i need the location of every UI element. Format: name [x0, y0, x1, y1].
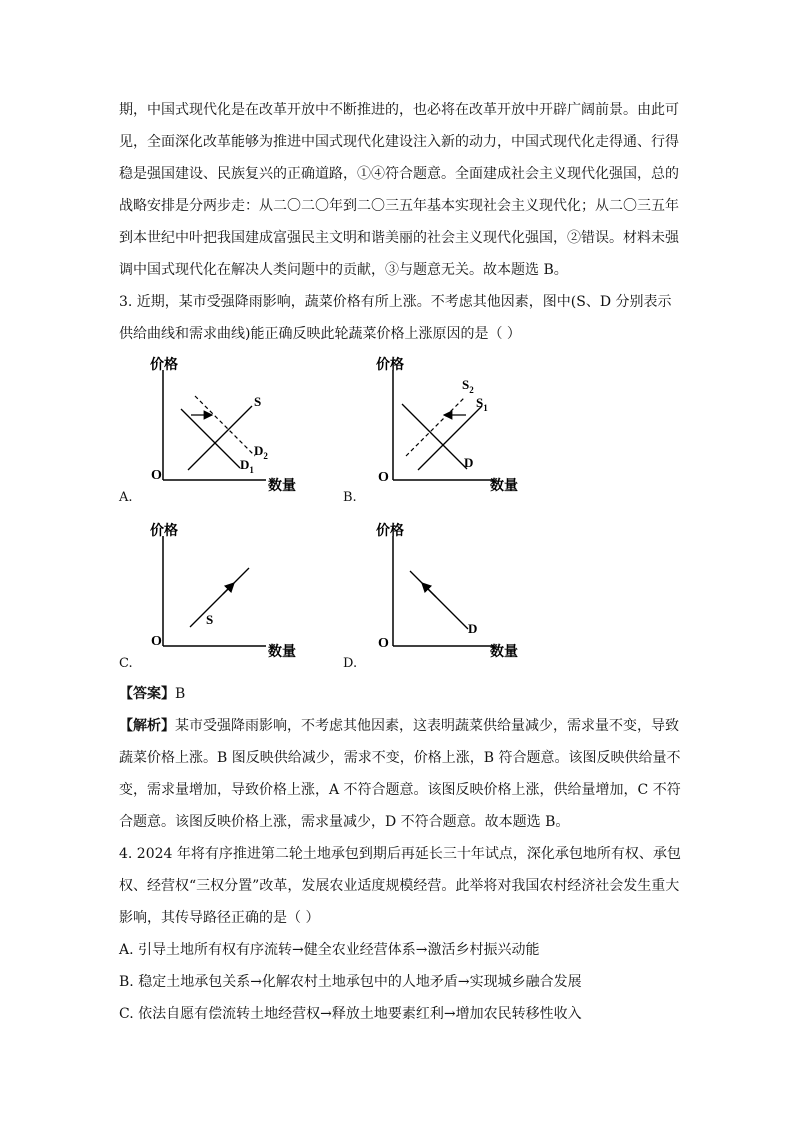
- question-3-stem: [119, 286, 679, 350]
- x-axis-label: 数量: [268, 645, 296, 660]
- analysis-label: 【解析】: [119, 718, 175, 734]
- y-axis-label: 价格: [376, 524, 404, 539]
- d2-label-base: D: [254, 443, 264, 458]
- demand-curve-d1: [181, 409, 240, 468]
- analysis-block-q3: [119, 710, 679, 838]
- text-line: 战略安排是分两步走：从二〇二〇年到二〇三五年基本实现社会主义现代化；从二〇三五年: [119, 198, 679, 214]
- option-d-letter: D.: [343, 656, 358, 671]
- answer-label: 【答案】: [119, 686, 175, 702]
- supply-curve-s: [190, 568, 249, 627]
- answer-block: [119, 678, 679, 710]
- analysis-paragraph-q2: [119, 94, 679, 286]
- direction-arrow: [223, 583, 234, 594]
- d2-label: [254, 443, 268, 461]
- option-c: C. 依法自愿有偿流转土地经营权→释放土地要素红利→增加农民转移性收入: [119, 1006, 582, 1022]
- s-label: S: [206, 612, 214, 627]
- origin-label: O: [378, 470, 389, 485]
- demand-curve-d: [410, 571, 468, 629]
- x-axis-label: 数量: [490, 479, 518, 494]
- analysis-text: 某市受强降雨影响，不考虑其他因素，这表明蔬菜供给量减少，需求量不变，导致: [175, 718, 679, 734]
- option-a: A. 引导土地所有权有序流转→健全农业经营体系→激活乡村振兴动能: [119, 942, 540, 958]
- origin-label: O: [378, 636, 389, 651]
- s2-label-sub: 2: [469, 385, 474, 395]
- chart-option-c: [148, 521, 338, 671]
- x-axis-label: 数量: [268, 479, 296, 494]
- d1-label-sub: 1: [249, 465, 254, 475]
- demand-curve-d2: [195, 396, 255, 456]
- text-line: 见，全面深化改革能够为推进中国式现代化建设注入新的动力，中国式现代化走得通、行得: [119, 134, 679, 150]
- chart-b-svg: [376, 355, 566, 505]
- answer-value: B: [175, 686, 186, 702]
- s-label: S: [254, 394, 262, 409]
- text-line: 蔬菜价格上涨。B 图反映供给减少，需求不变，价格上涨，B 符合题意。该图反映供给量不: [119, 750, 681, 766]
- y-axis-label: 价格: [150, 358, 178, 373]
- origin-label: O: [151, 634, 162, 649]
- chart-d-svg: [376, 521, 566, 671]
- s2-label: [462, 377, 474, 395]
- chart-option-a: [148, 355, 338, 505]
- supply-curve-s2: [406, 397, 465, 456]
- origin-label: O: [151, 468, 162, 483]
- text-line: 合题意。该图反映价格上涨，需求量减少，D 不符合题意。故本题选 B。: [119, 814, 570, 830]
- text-line: 供给曲线和需求曲线)能正确反映此轮蔬菜价格上涨原因的是（ ）: [119, 326, 521, 342]
- chart-option-b: [376, 355, 566, 505]
- s1-label-sub: 1: [483, 403, 488, 413]
- text-line: 调中国式现代化在解决人类问题中的贡献，③与题意无关。故本题选 B。: [119, 262, 568, 278]
- d1-label-base: D: [240, 457, 250, 472]
- option-b: B. 稳定土地承包关系→化解农村土地承包中的人地矛盾→实现城乡融合发展: [119, 974, 582, 990]
- text-line: 3. 近期，某市受强降雨影响，蔬菜价格有所上涨。不考虑其他因素，图中(S、D 分别表示: [119, 294, 672, 310]
- analysis-first-line: [119, 710, 679, 742]
- answer-line: [119, 678, 679, 710]
- chart-a-svg: [148, 355, 338, 505]
- option-c-letter: C.: [119, 656, 133, 671]
- demand-curve-d: [402, 404, 467, 469]
- d1-label: [240, 457, 254, 475]
- y-axis-label: 价格: [376, 358, 404, 373]
- chart-c-svg: [148, 521, 338, 671]
- text-line: 影响，其传导路径正确的是（ ）: [119, 910, 320, 926]
- s1-label-base: S: [476, 395, 484, 410]
- text-line: 变，需求量增加，导致价格上涨，A 不符合题意。该图反映价格上涨，供给量增加，C 不符: [119, 782, 681, 798]
- question-4-stem: [119, 838, 679, 1030]
- direction-arrow: [422, 583, 436, 597]
- option-b-letter: B.: [343, 490, 357, 505]
- text-line: 到本世纪中叶把我国建成富强民主文明和谐美丽的社会主义现代化强国，②错误。材料未强: [119, 230, 679, 246]
- option-a-letter: A.: [119, 490, 133, 505]
- d-label: D: [468, 621, 478, 636]
- text-line: 期，中国式现代化是在改革开放中不断推进的，也必将在改革开放中开辟广阔前景。由此可: [119, 102, 679, 118]
- d-label: D: [464, 455, 474, 470]
- y-axis-label: 价格: [150, 524, 178, 539]
- x-axis-label: 数量: [490, 645, 518, 660]
- chart-option-d: [376, 521, 566, 671]
- text-line: 稳是强国建设、民族复兴的正确道路，①④符合题意。全面建成社会主义现代化强国，总的: [119, 166, 679, 182]
- s2-label-base: S: [462, 377, 470, 392]
- text-line: 4. 2024 年将有序推进第二轮土地承包到期后再延长三十年试点，深化承包地所有权、承包: [119, 846, 681, 862]
- d2-label-sub: 2: [263, 451, 268, 461]
- text-line: 权、经营权“三权分置”改革，发展农业适度规模经营。此举将对我国农村经济社会发生重大: [119, 878, 680, 894]
